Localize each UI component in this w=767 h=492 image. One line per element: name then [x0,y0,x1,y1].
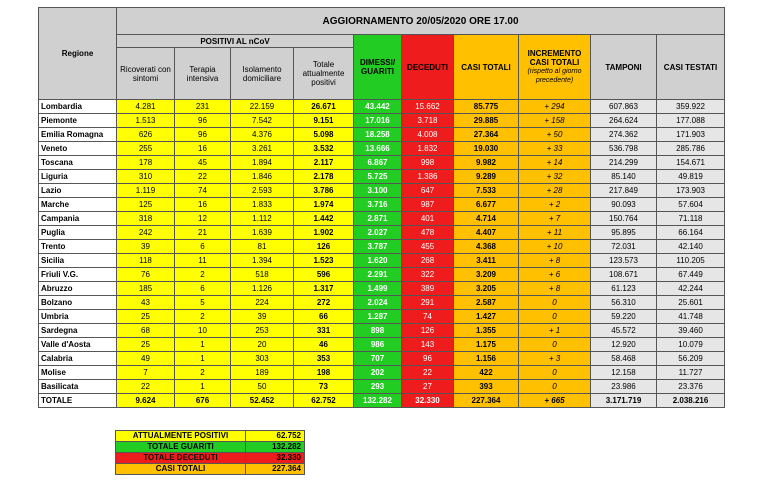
cell-testati: 41.748 [657,310,725,324]
cell-testati: 66.164 [657,226,725,240]
legend-value: 32.330 [246,453,305,464]
legend-label: TOTALE DECEDUTI [116,453,246,464]
cell-totale: 66 [294,310,354,324]
cell-tamponi: 12.158 [591,366,657,380]
cell-deceduti: 22 [402,366,454,380]
cell-testati: 56.209 [657,352,725,366]
cell-incremento: + 7 [519,212,591,226]
cell-terapia: 2 [175,268,231,282]
cell-dimessi: 13.666 [354,142,402,156]
region-name: Lazio [39,184,117,198]
legend-value: 132.282 [246,442,305,453]
cell-deceduti: 3.718 [402,114,454,128]
table-row [39,184,725,198]
cell-ricoverati: 68 [117,324,175,338]
region-name: Calabria [39,352,117,366]
cell-incremento: + 1 [519,324,591,338]
region-name: Piemonte [39,114,117,128]
cell-testati: 67.449 [657,268,725,282]
cell-terapia: 16 [175,142,231,156]
cell-totale: 1.902 [294,226,354,240]
cell-deceduti: 987 [402,198,454,212]
table-row [39,198,725,212]
header-deceduti: DECEDUTI [402,35,454,100]
cell-totale: 73 [294,380,354,394]
cell-dimessi: 707 [354,352,402,366]
cell-tamponi: 3.171.719 [591,394,657,408]
cell-casi: 422 [454,366,519,380]
cell-ricoverati: 39 [117,240,175,254]
cell-terapia: 21 [175,226,231,240]
region-name: TOTALE [39,394,117,408]
cell-testati: 39.460 [657,324,725,338]
table-row [39,310,725,324]
cell-ricoverati: 49 [117,352,175,366]
cell-testati: 57.604 [657,198,725,212]
cell-totale: 9.151 [294,114,354,128]
header-terapia: Terapia intensiva [175,48,231,100]
cell-tamponi: 85.140 [591,170,657,184]
cell-deceduti: 455 [402,240,454,254]
cell-incremento: + 294 [519,100,591,114]
cell-isolamento: 1.112 [231,212,294,226]
cell-isolamento: 1.394 [231,254,294,268]
cell-ricoverati: 242 [117,226,175,240]
cell-testati: 173.903 [657,184,725,198]
cell-incremento: + 50 [519,128,591,142]
cell-totale: 62.752 [294,394,354,408]
cell-dimessi: 202 [354,366,402,380]
region-name: Lombardia [39,100,117,114]
cell-testati: 285.786 [657,142,725,156]
cell-ricoverati: 22 [117,380,175,394]
cell-incremento: + 32 [519,170,591,184]
cell-deceduti: 389 [402,282,454,296]
cell-dimessi: 2.024 [354,296,402,310]
cell-isolamento: 22.159 [231,100,294,114]
header-ricoverati: Ricoverati con sintomi [117,48,175,100]
cell-dimessi: 6.867 [354,156,402,170]
table-row [39,170,725,184]
cell-testati: 359.922 [657,100,725,114]
cell-totale: 3.786 [294,184,354,198]
cell-tamponi: 59.220 [591,310,657,324]
table-row [39,338,725,352]
cell-terapia: 1 [175,338,231,352]
cell-terapia: 45 [175,156,231,170]
table-row [39,324,725,338]
cell-casi: 4.407 [454,226,519,240]
cell-casi: 4.714 [454,212,519,226]
header-casi-testati: CASI TESTATI [657,35,725,100]
cell-terapia: 10 [175,324,231,338]
cell-incremento: 0 [519,310,591,324]
cell-deceduti: 647 [402,184,454,198]
header-isolamento: Isolamento domiciliare [231,48,294,100]
cell-casi: 7.533 [454,184,519,198]
cell-tamponi: 264.624 [591,114,657,128]
region-name: Sicilia [39,254,117,268]
cell-deceduti: 32.330 [402,394,454,408]
cell-isolamento: 1.846 [231,170,294,184]
header-totale-positivi: Totale attualmente positivi [294,48,354,100]
cell-testati: 11.727 [657,366,725,380]
cell-incremento: 0 [519,338,591,352]
cell-terapia: 12 [175,212,231,226]
cell-isolamento: 52.452 [231,394,294,408]
header-tamponi: TAMPONI [591,35,657,100]
totals-row [39,394,725,408]
cell-incremento: + 11 [519,226,591,240]
cell-casi: 4.368 [454,240,519,254]
header-incremento [519,35,591,100]
cell-tamponi: 214.299 [591,156,657,170]
cell-incremento: + 14 [519,156,591,170]
cell-testati: 171.903 [657,128,725,142]
cell-ricoverati: 118 [117,254,175,268]
cell-testati: 42.244 [657,282,725,296]
cell-totale: 26.671 [294,100,354,114]
cell-totale: 198 [294,366,354,380]
cell-tamponi: 61.123 [591,282,657,296]
legend-label: CASI TOTALI [116,464,246,475]
cell-dimessi: 132.282 [354,394,402,408]
cell-ricoverati: 125 [117,198,175,212]
summary-legend [115,430,305,475]
region-name: Valle d'Aosta [39,338,117,352]
cell-testati: 42.140 [657,240,725,254]
legend-row [116,453,305,464]
region-name: Basilicata [39,380,117,394]
cell-terapia: 1 [175,380,231,394]
cell-deceduti: 4.008 [402,128,454,142]
cell-terapia: 22 [175,170,231,184]
cell-incremento: 0 [519,366,591,380]
cell-deceduti: 268 [402,254,454,268]
cell-terapia: 5 [175,296,231,310]
table-row [39,114,725,128]
cell-terapia: 231 [175,100,231,114]
cell-terapia: 16 [175,198,231,212]
cell-isolamento: 518 [231,268,294,282]
region-name: Umbria [39,310,117,324]
region-name: Puglia [39,226,117,240]
cell-isolamento: 4.376 [231,128,294,142]
cell-deceduti: 143 [402,338,454,352]
cell-casi: 2.587 [454,296,519,310]
region-name: Liguria [39,170,117,184]
region-name: Emilia Romagna [39,128,117,142]
legend-value: 62.752 [246,431,305,442]
cell-incremento: 0 [519,380,591,394]
cell-totale: 126 [294,240,354,254]
region-name: Campania [39,212,117,226]
cell-isolamento: 303 [231,352,294,366]
cell-totale: 331 [294,324,354,338]
cell-ricoverati: 76 [117,268,175,282]
cell-casi: 1.175 [454,338,519,352]
cell-isolamento: 2.593 [231,184,294,198]
cell-tamponi: 536.798 [591,142,657,156]
incremento-note: (rispetto al giorno precedente) [527,68,582,84]
cell-dimessi: 3.787 [354,240,402,254]
header-positivi-group: POSITIVI AL nCoV [117,35,354,48]
cell-ricoverati: 178 [117,156,175,170]
cell-incremento: + 28 [519,184,591,198]
cell-testati: 154.671 [657,156,725,170]
table-row [39,254,725,268]
cell-terapia: 96 [175,128,231,142]
region-name: Abruzzo [39,282,117,296]
table-row [39,142,725,156]
cell-terapia: 74 [175,184,231,198]
cell-ricoverati: 626 [117,128,175,142]
header-casi-totali: CASI TOTALI [454,35,519,100]
cell-ricoverati: 4.281 [117,100,175,114]
cell-incremento: + 10 [519,240,591,254]
cell-isolamento: 189 [231,366,294,380]
cell-tamponi: 12.920 [591,338,657,352]
cell-tamponi: 217.849 [591,184,657,198]
cell-isolamento: 50 [231,380,294,394]
cell-testati: 10.079 [657,338,725,352]
cell-ricoverati: 1.119 [117,184,175,198]
cell-dimessi: 986 [354,338,402,352]
legend-label: TOTALE GUARITI [116,442,246,453]
cell-deceduti: 478 [402,226,454,240]
cell-terapia: 6 [175,282,231,296]
cell-deceduti: 1.386 [402,170,454,184]
legend-value: 227.364 [246,464,305,475]
cell-ricoverati: 255 [117,142,175,156]
table-row [39,282,725,296]
cell-isolamento: 3.261 [231,142,294,156]
cell-dimessi: 43.442 [354,100,402,114]
cell-isolamento: 1.639 [231,226,294,240]
cell-tamponi: 56.310 [591,296,657,310]
cell-incremento: + 665 [519,394,591,408]
cell-incremento: + 3 [519,352,591,366]
cell-deceduti: 291 [402,296,454,310]
cell-testati: 110.205 [657,254,725,268]
cell-isolamento: 39 [231,310,294,324]
header-dimessi: DIMESSI/ GUARITI [354,35,402,100]
cell-incremento: + 33 [519,142,591,156]
cell-totale: 3.532 [294,142,354,156]
cell-tamponi: 95.895 [591,226,657,240]
cell-incremento: + 8 [519,254,591,268]
table-row [39,268,725,282]
cell-tamponi: 123.573 [591,254,657,268]
region-name: Molise [39,366,117,380]
cell-terapia: 6 [175,240,231,254]
cell-ricoverati: 25 [117,338,175,352]
cell-dimessi: 17.016 [354,114,402,128]
cell-dimessi: 293 [354,380,402,394]
cell-incremento: + 6 [519,268,591,282]
cell-tamponi: 108.671 [591,268,657,282]
cell-dimessi: 5.725 [354,170,402,184]
cell-testati: 49.819 [657,170,725,184]
cell-ricoverati: 310 [117,170,175,184]
table-row [39,100,725,114]
table-row [39,128,725,142]
header-regione: Regione [39,8,117,100]
header-update-date: AGGIORNAMENTO 20/05/2020 ORE 17.00 [117,8,725,35]
table-row [39,296,725,310]
cell-ricoverati: 9.624 [117,394,175,408]
cell-casi: 9.982 [454,156,519,170]
cell-casi: 1.156 [454,352,519,366]
cell-dimessi: 3.716 [354,198,402,212]
cell-totale: 5.098 [294,128,354,142]
cell-ricoverati: 7 [117,366,175,380]
cell-dimessi: 1.287 [354,310,402,324]
legend-row [116,464,305,475]
cell-terapia: 1 [175,352,231,366]
cell-casi: 3.411 [454,254,519,268]
cell-incremento: + 158 [519,114,591,128]
cell-isolamento: 7.542 [231,114,294,128]
region-name: Veneto [39,142,117,156]
cell-terapia: 96 [175,114,231,128]
cell-casi: 19.030 [454,142,519,156]
cell-tamponi: 72.031 [591,240,657,254]
legend-row [116,431,305,442]
cell-casi: 393 [454,380,519,394]
cell-casi: 6.677 [454,198,519,212]
cell-tamponi: 150.764 [591,212,657,226]
cell-totale: 46 [294,338,354,352]
cell-dimessi: 1.620 [354,254,402,268]
cell-tamponi: 274.362 [591,128,657,142]
table-body [39,100,725,408]
cell-tamponi: 90.093 [591,198,657,212]
cell-totale: 353 [294,352,354,366]
cell-isolamento: 1.126 [231,282,294,296]
region-name: Friuli V.G. [39,268,117,282]
cell-dimessi: 2.291 [354,268,402,282]
cell-deceduti: 96 [402,352,454,366]
cell-casi: 227.364 [454,394,519,408]
cell-tamponi: 23.986 [591,380,657,394]
region-name: Sardegna [39,324,117,338]
cell-isolamento: 1.894 [231,156,294,170]
cell-ricoverati: 25 [117,310,175,324]
cell-deceduti: 401 [402,212,454,226]
cell-terapia: 2 [175,310,231,324]
cell-casi: 1.355 [454,324,519,338]
covid-data-table [38,7,725,408]
cell-totale: 272 [294,296,354,310]
cell-incremento: 0 [519,296,591,310]
table-row [39,156,725,170]
cell-totale: 596 [294,268,354,282]
cell-isolamento: 1.833 [231,198,294,212]
cell-deceduti: 15.662 [402,100,454,114]
cell-dimessi: 2.027 [354,226,402,240]
cell-incremento: + 8 [519,282,591,296]
cell-tamponi: 45.572 [591,324,657,338]
cell-tamponi: 607.863 [591,100,657,114]
cell-dimessi: 2.871 [354,212,402,226]
cell-testati: 71.118 [657,212,725,226]
cell-isolamento: 224 [231,296,294,310]
cell-dimessi: 3.100 [354,184,402,198]
cell-ricoverati: 185 [117,282,175,296]
legend-row [116,442,305,453]
cell-testati: 25.601 [657,296,725,310]
cell-casi: 85.775 [454,100,519,114]
cell-ricoverati: 1.513 [117,114,175,128]
cell-terapia: 2 [175,366,231,380]
cell-isolamento: 20 [231,338,294,352]
region-name: Trento [39,240,117,254]
cell-dimessi: 898 [354,324,402,338]
cell-incremento: + 2 [519,198,591,212]
cell-deceduti: 998 [402,156,454,170]
table-row [39,240,725,254]
cell-dimessi: 18.258 [354,128,402,142]
cell-deceduti: 322 [402,268,454,282]
cell-tamponi: 58.468 [591,352,657,366]
cell-ricoverati: 318 [117,212,175,226]
legend-label: ATTUALMENTE POSITIVI [116,431,246,442]
cell-isolamento: 81 [231,240,294,254]
table-row [39,366,725,380]
cell-casi: 29.885 [454,114,519,128]
table-row [39,352,725,366]
cell-totale: 1.974 [294,198,354,212]
table-row [39,226,725,240]
cell-casi: 3.209 [454,268,519,282]
region-name: Toscana [39,156,117,170]
incremento-label: INCREMENTO CASI TOTALI [527,49,582,67]
cell-casi: 3.205 [454,282,519,296]
cell-deceduti: 27 [402,380,454,394]
cell-totale: 2.178 [294,170,354,184]
region-name: Marche [39,198,117,212]
cell-deceduti: 126 [402,324,454,338]
cell-totale: 1.442 [294,212,354,226]
cell-testati: 2.038.216 [657,394,725,408]
region-name: Bolzano [39,296,117,310]
cell-totale: 1.317 [294,282,354,296]
table-row [39,212,725,226]
cell-ricoverati: 43 [117,296,175,310]
cell-testati: 23.376 [657,380,725,394]
cell-terapia: 676 [175,394,231,408]
cell-deceduti: 1.832 [402,142,454,156]
cell-casi: 1.427 [454,310,519,324]
cell-deceduti: 74 [402,310,454,324]
cell-casi: 27.364 [454,128,519,142]
table-row [39,380,725,394]
cell-testati: 177.088 [657,114,725,128]
cell-terapia: 11 [175,254,231,268]
cell-casi: 9.289 [454,170,519,184]
cell-totale: 1.523 [294,254,354,268]
cell-dimessi: 1.499 [354,282,402,296]
cell-isolamento: 253 [231,324,294,338]
cell-totale: 2.117 [294,156,354,170]
